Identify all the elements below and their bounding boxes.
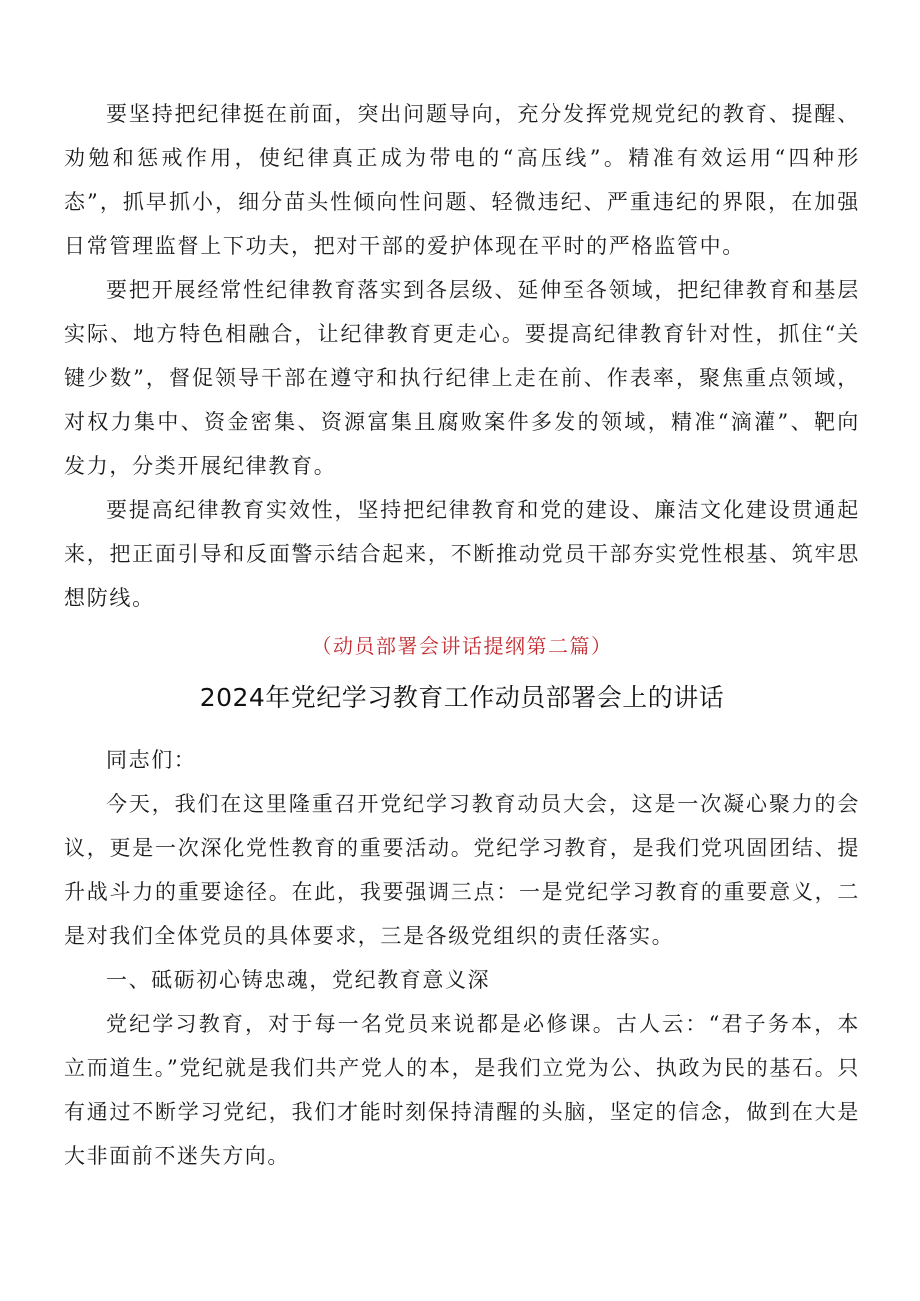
- intro-paragraph-3: 要提高纪律教育实效性，坚持把纪律教育和党的建设、廉洁文化建设贯通起来，把正面引导和反面警示结合起来，不断推动党员干部夯实党性根基、筑牢思想防线。: [64, 498, 860, 610]
- document-title: 2024年党纪学习教育工作动员部署会上的讲话: [199, 683, 725, 712]
- document-body: [64, 92, 860, 1178]
- speech-paragraph-1: 今天，我们在这里隆重召开党纪学习教育动员大会，这是一次凝心聚力的会议，更是一次深化党性教育的重要活动。党纪学习教育，是我们党巩固团结、提升战斗力的重要途径。在此，我要强调三点：一是党纪学习教育的重要意义，二是对我们全体党员的具体要求，三是各级党组织的责任落实。: [64, 792, 860, 948]
- section-heading-1: 一、砥砺初心铸忠魂，党纪教育意义深: [106, 968, 491, 992]
- intro-paragraph-2: 要把开展经常性纪律教育落实到各层级、延伸至各领域，把纪律教育和基层实际、地方特色相融合，让纪律教育更走心。要提高纪律教育针对性，抓住“关键少数”，督促领导干部在遵守和执行纪律上走在前、作表率，聚焦重点领域，对权力集中、资金密集、资源富集且腐败案件多发的领域，精准“滴灌”、靶向发力，分类开展纪律教育。: [64, 278, 860, 478]
- salutation: 同志们：: [106, 748, 197, 772]
- section-paragraph-1: 党纪学习教育，对于每一名党员来说都是必修课。古人云：“君子务本，本立而道生。”党纪就是我们共产党人的本，是我们立党为公、执政为民的基石。只有通过不断学习党纪，我们才能时刻保持清醒的头脑，坚定的信念，做到在大是大非面前不迷失方向。: [64, 1012, 860, 1168]
- document-subtitle: （动员部署会讲话提纲第二篇）: [311, 634, 613, 658]
- intro-paragraph-1: 要坚持把纪律挺在前面，突出问题导向，充分发挥党规党纪的教育、提醒、劝勉和惩戒作用，使纪律真正成为带电的“高压线”。精准有效运用“四种形态”，抓早抓小，细分苗头性倾向性问题、轻微违纪、严重违纪的界限，在加强日常管理监督上下功夫，把对干部的爱护体现在平时的严格监管中。: [64, 102, 860, 258]
